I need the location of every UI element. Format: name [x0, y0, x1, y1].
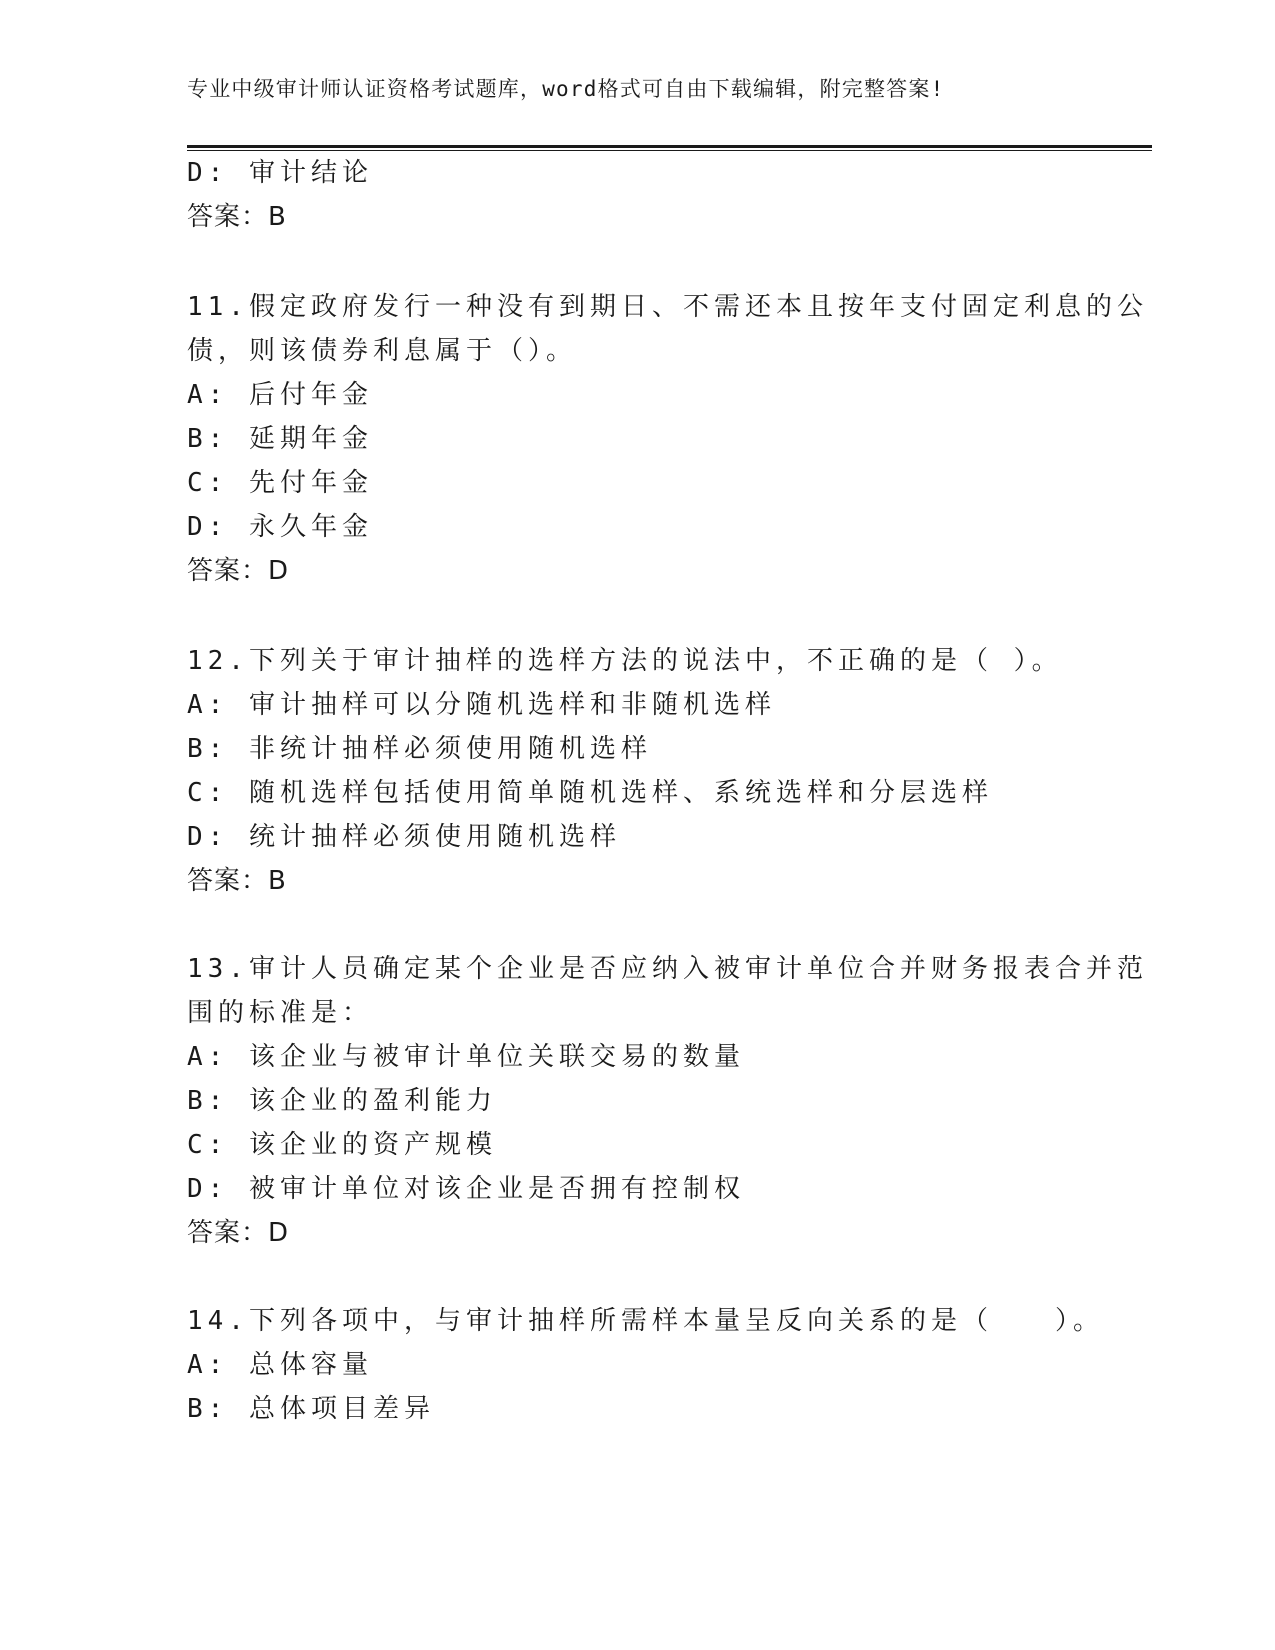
prev-answer: 答案：B	[187, 202, 287, 232]
q11-answer: 答案：D	[187, 556, 290, 586]
q13-option-c: C: 该企业的资产规模	[187, 1130, 497, 1160]
q13-answer: 答案：D	[187, 1218, 290, 1248]
q14-option-b: B: 总体项目差异	[187, 1394, 435, 1424]
header-divider	[187, 145, 1152, 148]
q13-stem-line2: 围的标准是：	[187, 998, 374, 1028]
q11-stem-line1: 11.假定政府发行一种没有到期日、不需还本且按年支付固定利息的公	[187, 292, 1148, 322]
q13-option-b: B: 该企业的盈利能力	[187, 1086, 497, 1116]
q13-stem-line1: 13.审计人员确定某个企业是否应纳入被审计单位合并财务报表合并范	[187, 954, 1148, 984]
q11-stem-line2: 债，则该债券利息属于（）。	[187, 336, 578, 366]
page-header: 专业中级审计师认证资格考试题库，word格式可自由下载编辑，附完整答案!	[187, 77, 945, 101]
q12-option-b: B: 非统计抽样必须使用随机选样	[187, 734, 652, 764]
header-divider-thin	[187, 150, 1152, 151]
prev-option-d: D: 审计结论	[187, 158, 373, 188]
q12-answer: 答案：B	[187, 866, 287, 896]
q14-stem-line1: 14.下列各项中，与审计抽样所需样本量呈反向关系的是（ ）。	[187, 1306, 1104, 1336]
q12-stem-line1: 12.下列关于审计抽样的选样方法的说法中，不正确的是（ ）。	[187, 646, 1063, 676]
q11-option-c: C: 先付年金	[187, 468, 373, 498]
q13-option-a: A: 该企业与被审计单位关联交易的数量	[187, 1042, 745, 1072]
q11-option-a: A: 后付年金	[187, 380, 373, 410]
q12-option-c: C: 随机选样包括使用简单随机选样、系统选样和分层选样	[187, 778, 993, 808]
q12-option-d: D: 统计抽样必须使用随机选样	[187, 822, 621, 852]
q11-option-d: D: 永久年金	[187, 512, 373, 542]
q14-option-a: A: 总体容量	[187, 1350, 373, 1380]
q13-option-d: D: 被审计单位对该企业是否拥有控制权	[187, 1174, 745, 1204]
q11-option-b: B: 延期年金	[187, 424, 373, 454]
q12-option-a: A: 审计抽样可以分随机选样和非随机选样	[187, 690, 776, 720]
